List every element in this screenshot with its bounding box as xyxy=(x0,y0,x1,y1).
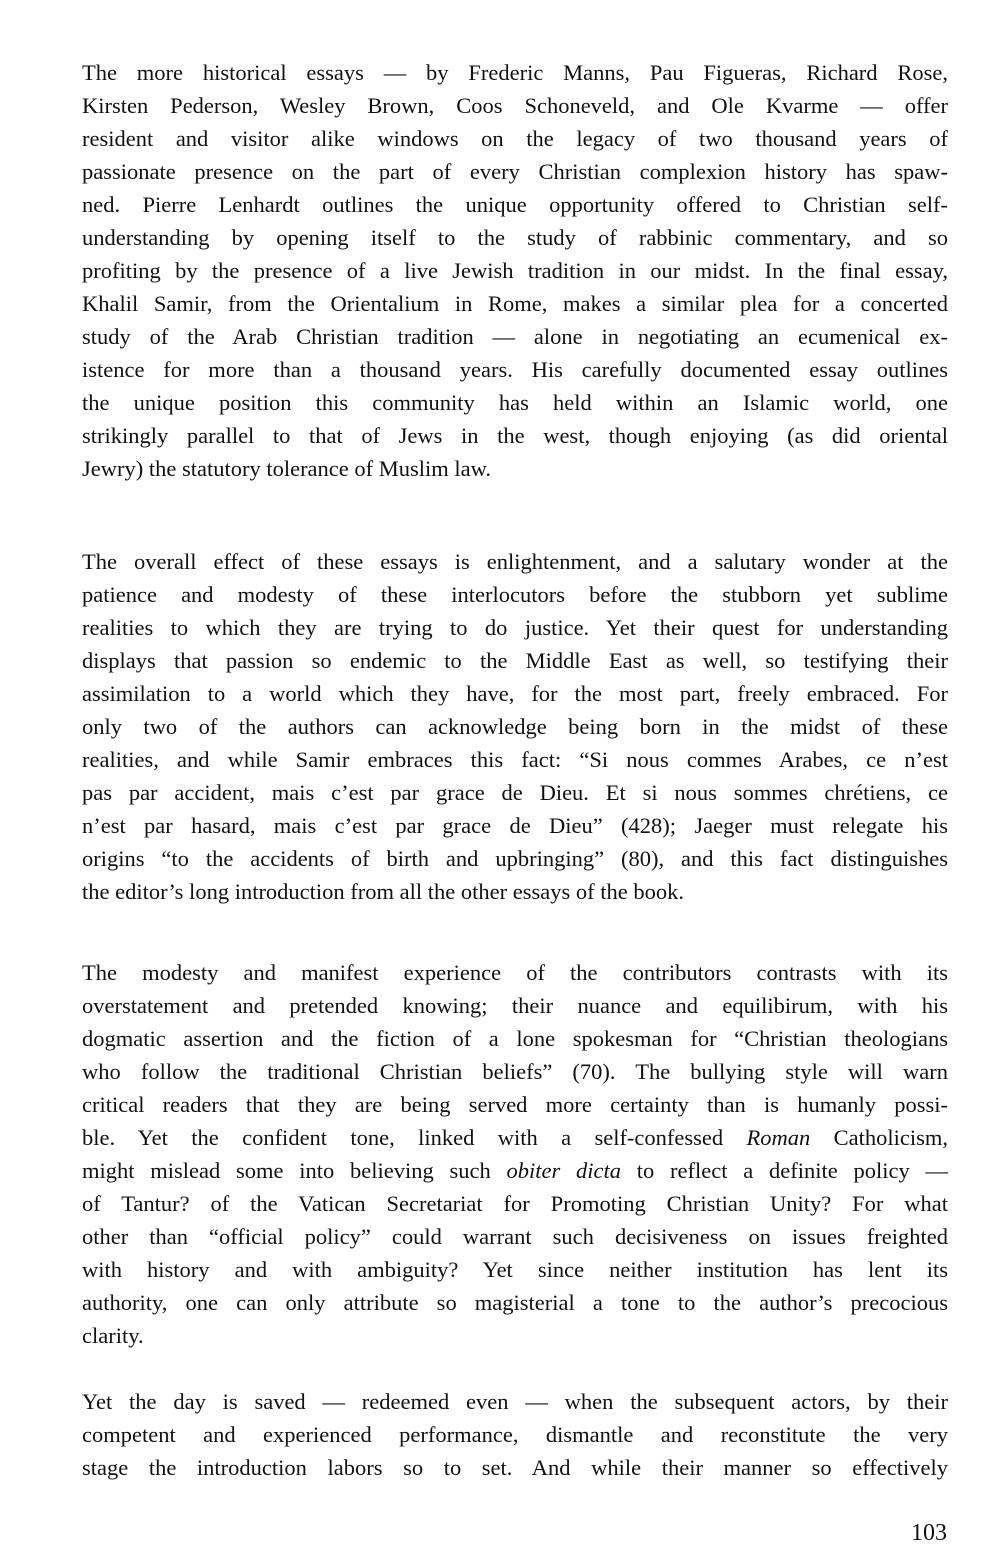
text-segment: ble. Yet the confident tone, linked with a self-confessed xyxy=(82,1125,747,1150)
text-line: resident and visitor alike windows on the legacy of two thousand years of xyxy=(82,126,948,151)
text-line: The overall effect of these essays is enlightenment, and a salutary wonder at the xyxy=(82,549,948,574)
text-line: Khalil Samir, from the Orientalium in Rome, makes a similar plea for a concerted xyxy=(82,291,948,316)
text-line: understanding by opening itself to the study of rabbinic commentary, and so xyxy=(82,225,948,250)
text-line: displays that passion so endemic to the Middle East as well, so testifying their xyxy=(82,648,948,673)
text-line: Kirsten Pederson, Wesley Brown, Coos Schoneveld, and Ole Kvarme — offer xyxy=(82,93,948,118)
text-line: The more historical essays — by Frederic Manns, Pau Figueras, Richard Rose, xyxy=(82,60,948,85)
paragraph-day-is-saved xyxy=(82,1385,948,1484)
text-line: Yet the day is saved — redeemed even — when the subsequent actors, by their xyxy=(82,1389,948,1414)
text-line: with history and with ambiguity? Yet since neither institution has lent its xyxy=(82,1257,948,1282)
text-line: authority, one can only attribute so magisterial a tone to the author’s precocious xyxy=(82,1290,948,1315)
text-line: ned. Pierre Lenhardt outlines the unique opportunity offered to Christian self- xyxy=(82,192,948,217)
text-line: only two of the authors can acknowledge being born in the midst of these xyxy=(82,714,948,739)
text-line: critical readers that they are being served more certainty than is humanly possi- xyxy=(82,1092,948,1117)
paragraph-historical-essays xyxy=(82,56,948,485)
text-line: realities to which they are trying to do justice. Yet their quest for understanding xyxy=(82,615,948,640)
page-number: 103 xyxy=(911,1520,947,1546)
text-line-mixed xyxy=(82,1121,948,1154)
text-line: stage the introduction labors so to set. And while their manner so effectively xyxy=(82,1455,948,1480)
text-line: Jewry) the statutory tolerance of Muslim law. xyxy=(82,456,492,481)
text-line: realities, and while Samir embraces this fact: “Si nous commes Arabes, ce n’est xyxy=(82,747,948,772)
text-line: profiting by the presence of a live Jewish tradition in our midst. In the final essay, xyxy=(82,258,948,283)
text-segment: Catholicism, xyxy=(810,1125,948,1150)
text-line: other than “official policy” could warrant such decisiveness on issues freighted xyxy=(82,1224,948,1249)
text-line: origins “to the accidents of birth and upbringing” (80), and this fact distinguishes xyxy=(82,846,948,871)
text-line: overstatement and pretended knowing; their nuance and equilibirum, with his xyxy=(82,993,948,1018)
text-segment: might mislead some into believing such xyxy=(82,1158,507,1183)
text-segment: to reflect a definite policy — xyxy=(621,1158,948,1183)
italic-term: obiter dicta xyxy=(506,1158,622,1183)
text-line: the editor’s long introduction from all the other essays of the book. xyxy=(82,879,684,904)
text-line: competent and experienced performance, dismantle and reconstitute the very xyxy=(82,1422,948,1447)
text-line-mixed xyxy=(82,1154,948,1187)
text-line: study of the Arab Christian tradition — alone in negotiating an ecumenical ex- xyxy=(82,324,948,349)
text-line: patience and modesty of these interlocutors before the stubborn yet sublime xyxy=(82,582,948,607)
text-line: The modesty and manifest experience of the contributors contrasts with its xyxy=(82,960,948,985)
text-line: istence for more than a thousand years. His carefully documented essay outlines xyxy=(82,357,948,382)
text-line: pas par accident, mais c’est par grace de Dieu. Et si nous sommes chrétiens, ce xyxy=(82,780,948,805)
text-line: dogmatic assertion and the fiction of a lone spokesman for “Christian theologians xyxy=(82,1026,948,1051)
text-line: of Tantur? of the Vatican Secretariat for Promoting Christian Unity? For what xyxy=(82,1191,948,1216)
text-line: who follow the traditional Christian beliefs” (70). The bullying style will warn xyxy=(82,1059,948,1084)
text-line: assimilation to a world which they have, for the most part, freely embraced. For xyxy=(82,681,948,706)
paragraph-modesty-contrast xyxy=(82,956,948,1352)
text-line: clarity. xyxy=(82,1323,144,1348)
italic-term: Roman xyxy=(746,1125,811,1150)
text-line: strikingly parallel to that of Jews in the west, though enjoying (as did oriental xyxy=(82,423,948,448)
paragraph-overall-effect xyxy=(82,545,948,908)
text-line: the unique position this community has held within an Islamic world, one xyxy=(82,390,948,415)
text-line: passionate presence on the part of every Christian complexion history has spaw- xyxy=(82,159,948,184)
text-line: n’est par hasard, mais c’est par grace de Dieu” (428); Jaeger must relegate his xyxy=(82,813,948,838)
